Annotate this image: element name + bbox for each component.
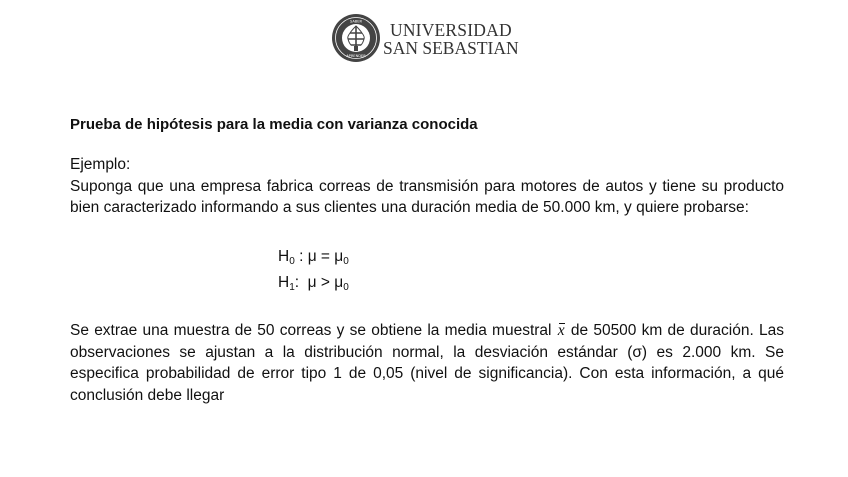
logo-line-university: UNIVERSIDAD [390, 19, 512, 40]
problem-paragraph [70, 320, 784, 406]
example-intro-text: Suponga que una empresa fabrica correas de transmisión para motores de autos y tiene su producto bien caracterizado informando a sus clientes una duración media de 50.000 km, y quiere probarse: [70, 177, 784, 216]
example-paragraph [70, 154, 784, 219]
h0-mu-subscript: 0 [343, 256, 349, 267]
seal-text-top: SABER [349, 19, 363, 24]
example-label: Ejemplo: [70, 156, 131, 173]
null-hypothesis [278, 248, 349, 266]
sample-mean-symbol: x [557, 320, 566, 342]
page-title: Prueba de hipótesis para la media con varianza conocida [70, 116, 478, 133]
logo-wordmark [383, 19, 519, 58]
alternative-hypothesis [278, 274, 349, 292]
h1-symbol: H [278, 274, 290, 291]
h1-index: 1 [289, 282, 295, 293]
university-seal-icon [331, 13, 381, 63]
problem-text-part1: Se extrae una muestra de 50 correas y se obtiene la media muestral [70, 322, 557, 339]
h1-mu-subscript: 0 [343, 282, 349, 293]
h0-index: 0 [289, 256, 295, 267]
h0-relation: : μ = μ [299, 248, 344, 265]
university-logo [331, 13, 519, 63]
logo-line-san-sebastian: SAN SEBASTIAN [383, 38, 519, 58]
h0-symbol: H [278, 248, 290, 265]
problem-text-part2: de 50500 km de duración. Las observaciones se ajustan a la distribución normal, la desviación estándar (σ) es 2.000 km. Se especifica probabilidad de error tipo 1 de 0,05 (nivel de significancia). Con esta información, a qué conclusión debe llegar [70, 322, 784, 404]
seal-text-bottom: APRENDER [346, 54, 366, 58]
h1-relation: : μ > μ [294, 274, 344, 291]
